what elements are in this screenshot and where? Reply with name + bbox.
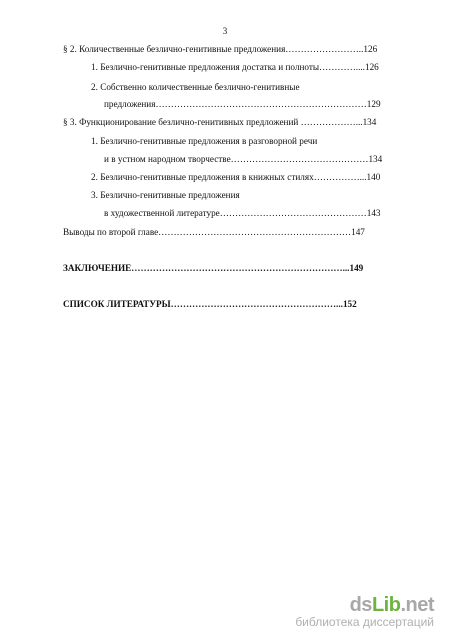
toc-entry-bibliography: СПИСОК ЛИТЕРАТУРЫ………………………………………………...152 xyxy=(63,299,357,309)
toc-entry-3-1-cont: и в устном народном творчестве………………………………………134 xyxy=(104,154,383,164)
toc-entry-conclusion: ЗАКЛЮЧЕНИЕ……………………………………………………………...149 xyxy=(63,263,364,273)
dslib-subtitle: библиотека диссертаций xyxy=(295,615,434,629)
toc-entry-3-3: 3. Безлично-генитивные предложения xyxy=(91,190,240,200)
toc-entry-3-2: 2. Безлично-генитивные предложения в книжных стилях……………...140 xyxy=(91,172,381,182)
toc-entry-conclusions-chapter-2: Выводы по второй главе………………………………………………………147 xyxy=(63,227,365,237)
toc-entry-3-1: 1. Безлично-генитивные предложения в разговорной речи xyxy=(91,136,318,146)
dslib-logo: dsLib.net xyxy=(349,594,434,616)
toc-entry-2-2: 2. Собственно количественные безлично-генитивные xyxy=(91,82,300,92)
page-number: 3 xyxy=(222,26,228,36)
toc-entry-section-2: § 2. Количественные безлично-генитивные предложения……………………..126 xyxy=(63,44,378,54)
toc-entry-2-1: 1. Безлично-генитивные предложения достатка и полноты…………....126 xyxy=(91,62,379,72)
dslib-watermark xyxy=(295,595,434,629)
toc-entry-3-3-cont: в художественной литературе…………………………………………143 xyxy=(104,208,381,218)
toc-entry-section-3: § 3. Функционирование безлично-генитивных предложений ………………...134 xyxy=(63,117,377,127)
toc-entry-2-2-cont: предложения……………………………………………………………129 xyxy=(104,99,381,109)
